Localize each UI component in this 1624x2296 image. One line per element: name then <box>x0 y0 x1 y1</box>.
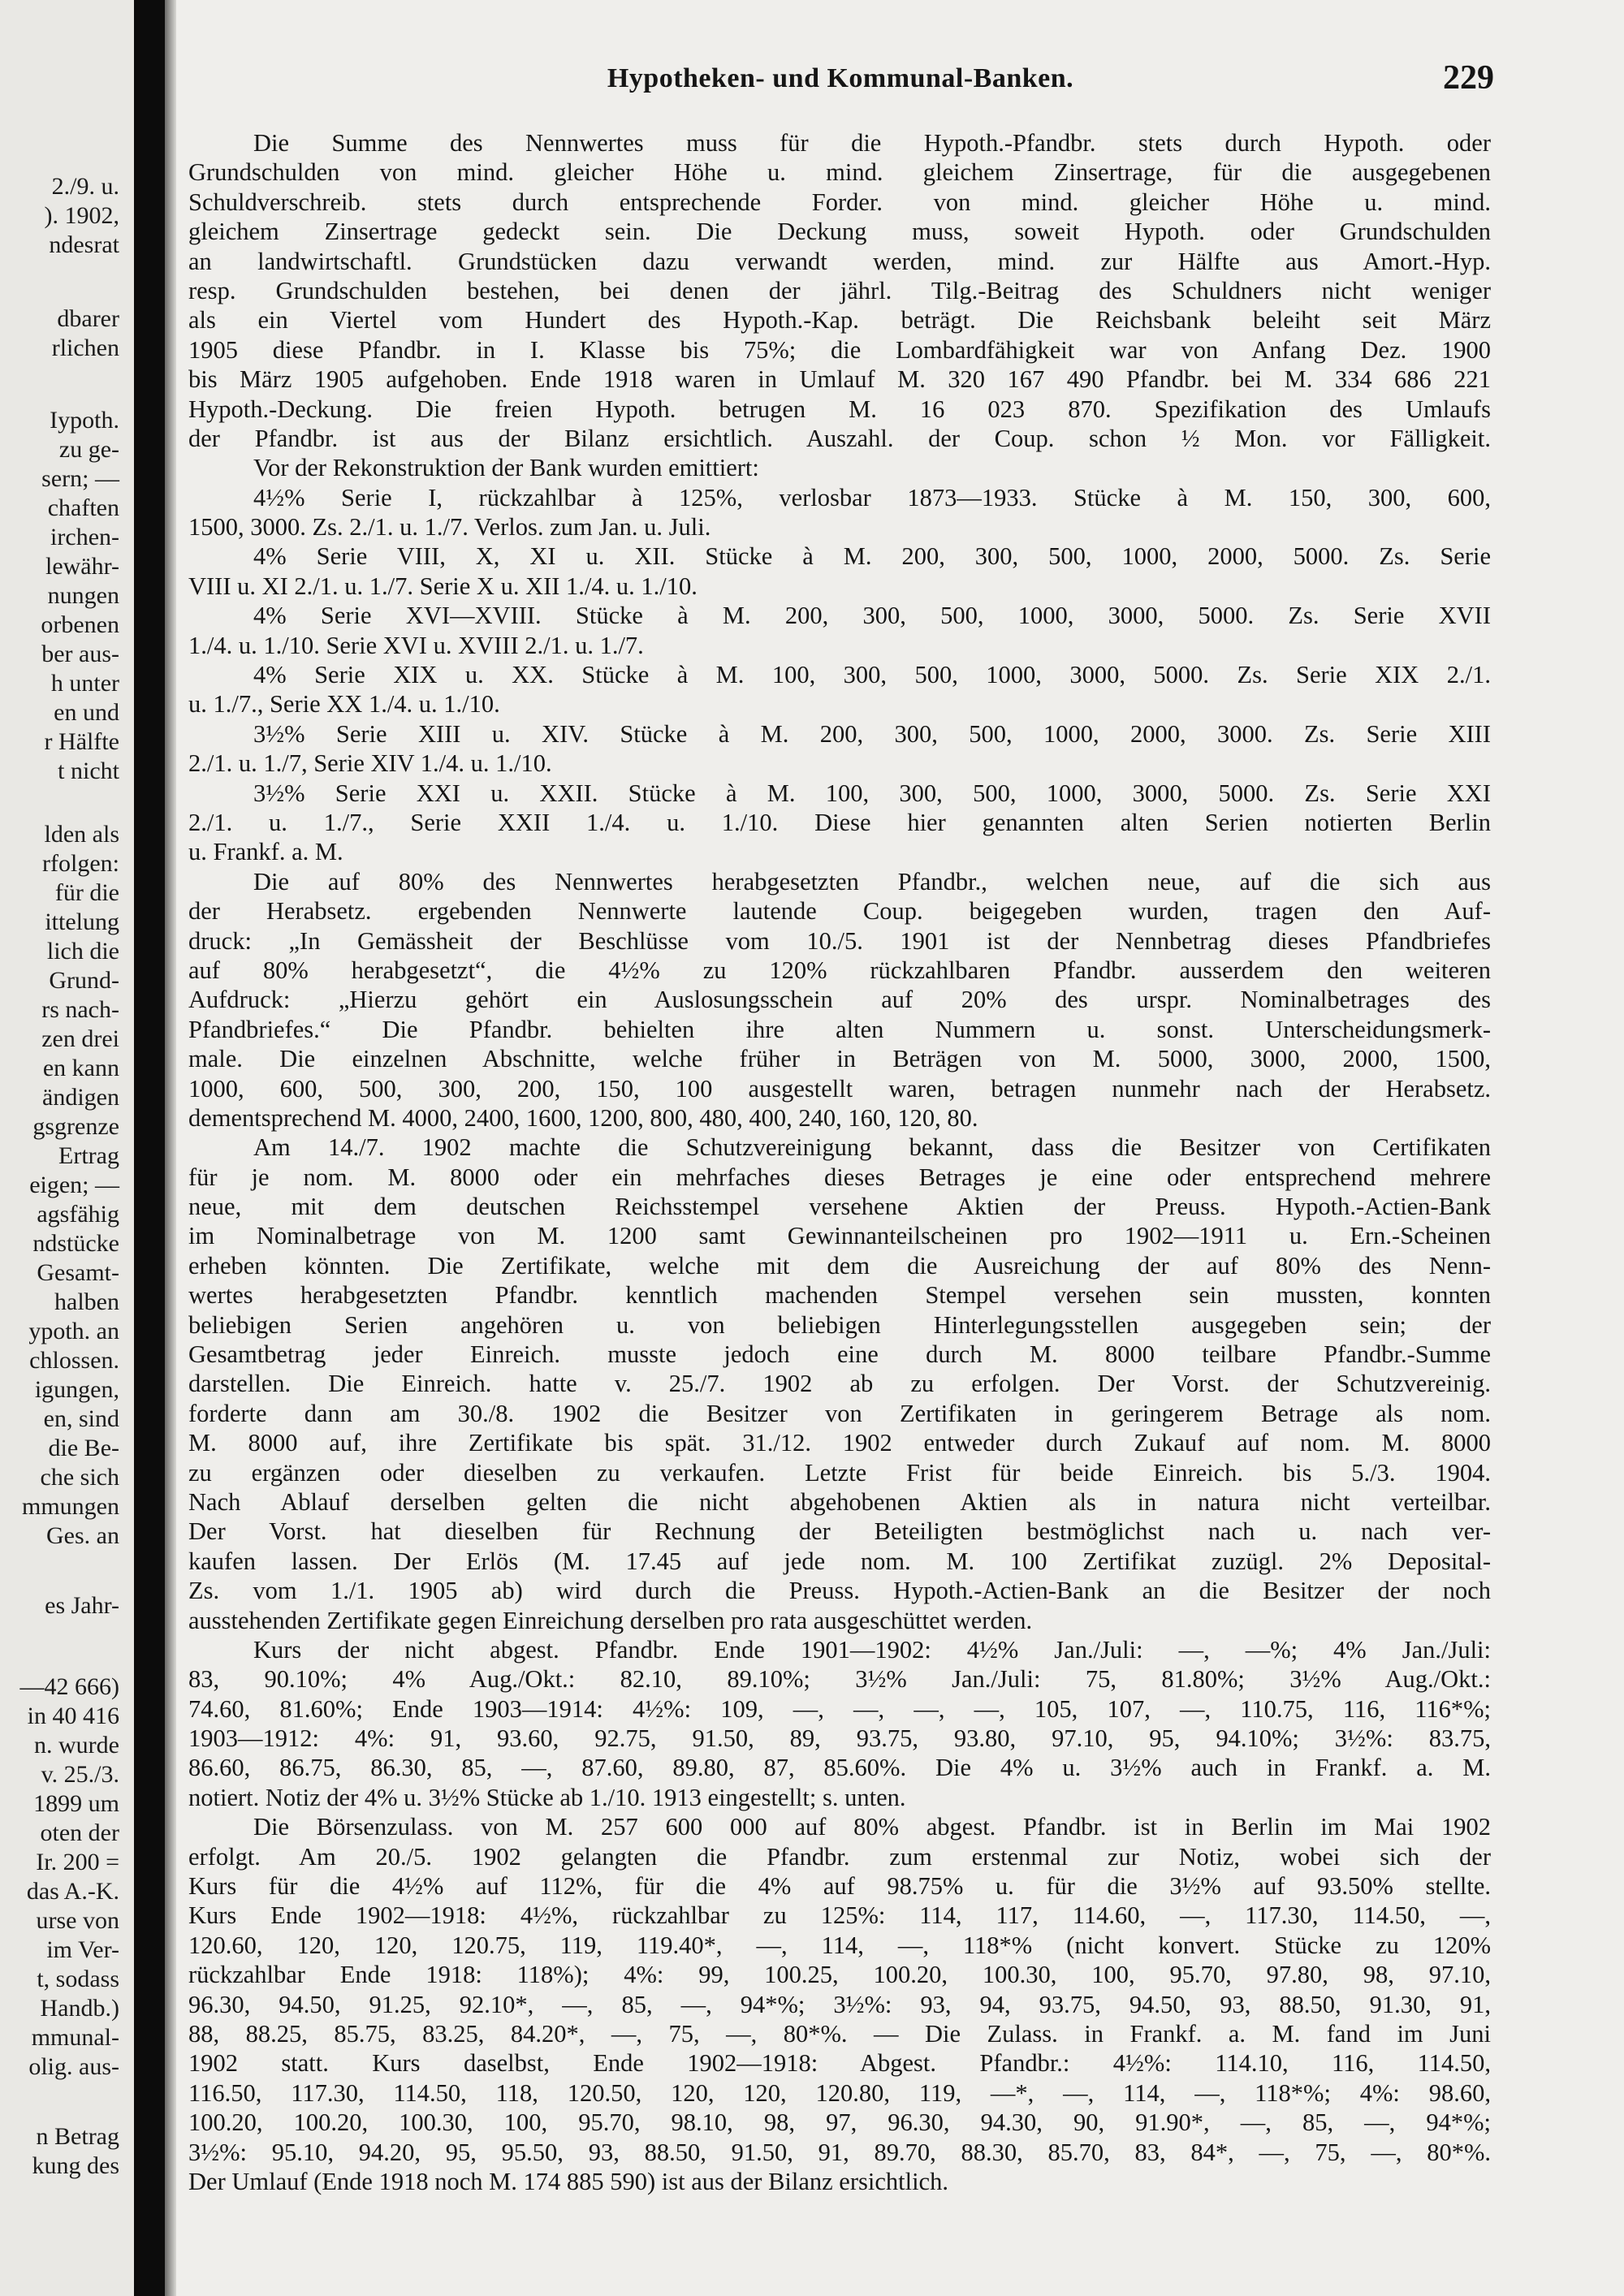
running-title: Hypotheken- und Kommunal-Banken. <box>607 63 1074 93</box>
margin-fragment: eigen; — <box>29 1172 119 1198</box>
text-line: 88, 88.25, 85.75, 83.25, 84.20*, —, 75, —, 80*%. — Die Zulass. in Frankf. a. M. fand im Juni <box>188 2020 1491 2048</box>
text-line: resp. Grundschulden bestehen, bei denen der jährl. Tilg.-Beitrag des Schuldners nicht weniger <box>188 276 1491 304</box>
margin-fragment: en kann <box>42 1055 119 1081</box>
text-line: Kurs Ende 1902—1918: 4½%, rückzahlbar zu 125%: 114, 117, 114.60, —, 117.30, 114.50, —, <box>188 1901 1491 1930</box>
margin-fragment: Ges. an <box>46 1522 119 1549</box>
text-line: wertes herabgesetzten Pfandbr. kenntlich machenden Stempel versehen sein mussten, konnten <box>188 1281 1491 1310</box>
margin-fragment: igungen, <box>34 1376 119 1403</box>
margin-fragment: sern; — <box>41 465 119 492</box>
margin-fragment: r Hälfte <box>44 728 119 755</box>
text-line: 116.50, 117.30, 114.50, 118, 120.50, 120, 120, 120.80, 119, —*, —, 114, —, 118*%; 4%: 98.60, <box>188 2078 1491 2107</box>
text-line: Aufdruck: „Hierzu gehört ein Auslosungsschein auf 20% des urspr. Nominalbetrages des <box>188 986 1491 1014</box>
page-number: 229 <box>1443 59 1494 97</box>
text-line: 3½% Serie XIII u. XIV. Stücke à M. 200, 300, 500, 1000, 2000, 3000. Zs. Serie XIII <box>253 719 1491 748</box>
margin-fragment: oten der <box>40 1819 119 1846</box>
text-line: 86.60, 86.75, 86.30, 85, —, 87.60, 89.80, 87, 85.60%. Die 4% u. 3½% auch in Frankf. a. M. <box>188 1754 1491 1782</box>
text-line: auf 80% herabgesetzt“, die 4½% zu 120% rückzahlbaren Pfandbr. ausserdem den weiteren <box>188 956 1491 984</box>
text-line: forderte dann am 30./8. 1902 die Besitzer von Zertifikaten in geringerem Betrage als nom. <box>188 1399 1491 1427</box>
margin-fragment: t, sodass <box>37 1966 119 1992</box>
margin-fragment: zen drei <box>41 1025 119 1052</box>
margin-fragment: rlichen <box>51 334 119 361</box>
margin-fragment: —42 666) <box>19 1673 119 1700</box>
margin-fragment: ). 1902, <box>44 202 119 229</box>
margin-fragment: Handb.) <box>40 1995 119 2022</box>
text-line: Gesamtbetrag jeder Einreich. musste jedoch eine durch M. 8000 teilbare Pfandbr.-Summe <box>188 1340 1491 1369</box>
text-line: male. Die einzelnen Abschnitte, welche früher in Beträgen von M. 5000, 3000, 2000, 1500, <box>188 1045 1491 1073</box>
text-line: zu ergänzen oder dieselben zu verkaufen. Letzte Frist für beide Einreich. bis 5./3. 1904. <box>188 1458 1491 1487</box>
margin-fragment: che sich <box>40 1464 119 1491</box>
text-line: u. 1./7., Serie XX 1./4. u. 1./10. <box>188 690 500 719</box>
text-line: 120.60, 120, 120, 120.75, 119, 119.40*, —, 114, —, 118*% (nicht konvert. Stücke zu 120% <box>188 1931 1491 1959</box>
gutter-shadow <box>165 0 176 2296</box>
text-line: dementsprechend M. 4000, 2400, 1600, 1200, 800, 480, 400, 240, 160, 120, 80. <box>188 1103 978 1132</box>
margin-fragment: ittelung <box>45 908 119 935</box>
margin-fragment: ypoth. an <box>28 1318 119 1344</box>
book-gutter <box>134 0 165 2296</box>
margin-fragment: zu ge- <box>58 436 119 463</box>
text-line: ausstehenden Zertifikate gegen Einreichung derselben pro rata ausgeschüttet werden. <box>188 1606 1033 1634</box>
text-line: 83, 90.10%; 4% Aug./Okt.: 82.10, 89.10%; 3½% Jan./Juli: 75, 81.80%; 3½% Aug./Okt.: <box>188 1665 1491 1694</box>
text-line: 74.60, 81.60%; Ende 1903—1914: 4½%: 109, —, —, —, —, 105, 107, —, 110.75, 116, 116*%; <box>188 1694 1491 1723</box>
body-text <box>188 128 1491 2196</box>
text-line: M. 8000 auf, ihre Zertifikate bis spät. 31./12. 1902 entweder durch Zukauf auf nom. M. 8000 <box>188 1429 1491 1457</box>
margin-fragment: orbenen <box>41 611 119 638</box>
text-line: Kurs für die 4½% auf 112%, für die 4% auf 98.75% u. für die 3½% auf 93.50% stellte. <box>188 1872 1491 1901</box>
text-line: Schuldverschreib. stets durch entsprechende Forder. von mind. gleicher Höhe u. mind. <box>188 188 1491 216</box>
text-line: neue, mit dem deutschen Reichsstempel versehene Aktien der Preuss. Hypoth.-Actien-Bank <box>188 1193 1491 1221</box>
text-line: 1./4. u. 1./10. Serie XVI u. XVIII 2./1. u. 1./7. <box>188 631 644 659</box>
text-line: als ein Viertel vom Hundert des Hypoth.-Kap. beträgt. Die Reichsbank beleiht seit März <box>188 306 1491 334</box>
text-line: 4½% Serie I, rückzahlbar à 125%, verlosbar 1873—1933. Stücke à M. 150, 300, 600, <box>253 483 1491 511</box>
margin-fragment: lewähr- <box>45 553 119 580</box>
margin-fragment: Grund- <box>49 967 119 994</box>
margin-fragment: en, sind <box>43 1405 119 1432</box>
text-line: 4% Serie XVI—XVIII. Stücke à M. 200, 300, 500, 1000, 3000, 5000. Zs. Serie XVII <box>253 602 1491 630</box>
margin-fragment: mmungen <box>22 1493 119 1520</box>
text-line: erfolgt. Am 20./5. 1902 gelangten die Pfandbr. zum erstenmal zur Notiz, wobei sich der <box>188 1842 1491 1871</box>
text-line: Die Summe des Nennwertes muss für die Hypoth.-Pfandbr. stets durch Hypoth. oder <box>253 129 1491 157</box>
text-line: 1903—1912: 4%: 91, 93.60, 92.75, 91.50, 89, 93.75, 93.80, 97.10, 95, 94.10%; 3½%: 83.75, <box>188 1724 1491 1753</box>
margin-fragment: en und <box>54 699 119 726</box>
text-line: Nach Ablauf derselben gelten die nicht abgehobenen Aktien als in natura nicht verteilbar. <box>188 1487 1491 1516</box>
margin-fragment: t nicht <box>58 757 119 784</box>
text-line: Zs. vom 1./1. 1905 ab) wird durch die Preuss. Hypoth.-Actien-Bank an die Besitzer der noch <box>188 1577 1491 1605</box>
margin-fragment: 2./9. u. <box>51 173 119 200</box>
margin-fragment: dbarer <box>57 305 119 332</box>
text-line: 3½% Serie XXI u. XXII. Stücke à M. 100, 300, 500, 1000, 3000, 5000. Zs. Serie XXI <box>253 779 1491 807</box>
margin-fragment: Gesamt- <box>37 1259 119 1286</box>
margin-fragment: agsfähig <box>37 1201 119 1228</box>
margin-fragment: nungen <box>47 582 119 609</box>
text-line: der Herabsetz. ergebenden Nennwerte lautende Coup. beigegeben wurden, tragen den Auf- <box>188 897 1491 926</box>
margin-fragment: h unter <box>50 670 119 697</box>
margin-fragment: ndstücke <box>32 1230 119 1257</box>
text-line: Der Vorst. hat dieselben für Rechnung der Beteiligten bestmöglichst nach u. nach ver- <box>188 1517 1491 1546</box>
page-header <box>187 59 1494 104</box>
text-line: 1905 diese Pfandbr. in I. Klasse bis 75%; die Lombardfähigkeit war von Anfang Dez. 1900 <box>188 335 1491 364</box>
text-line: bis März 1905 aufgehoben. Ende 1918 waren in Umlauf M. 320 167 490 Pfandbr. bei M. 334 686 221 <box>188 365 1491 394</box>
margin-fragment: Ir. 200 = <box>36 1849 119 1875</box>
margin-fragment: kung des <box>32 2152 119 2179</box>
margin-fragment: 1899 um <box>33 1790 119 1817</box>
text-line: Grundschulden von mind. gleicher Höhe u. mind. gleichem Zinsertrage, für die ausgegebenen <box>188 158 1491 187</box>
margin-fragment: es Jahr- <box>45 1592 119 1619</box>
margin-fragment: n Betrag <box>36 2123 119 2150</box>
margin-fragment: halben <box>54 1288 119 1315</box>
margin-fragment: ber aus- <box>41 641 119 667</box>
text-line: Kurs der nicht abgest. Pfandbr. Ende 1901—1902: 4½% Jan./Juli: —, —%; 4% Jan./Juli: <box>253 1635 1491 1664</box>
text-line: Pfandbriefes.“ Die Pfandbr. behielten ihre alten Nummern u. sonst. Unterscheidungsmerk- <box>188 1015 1491 1043</box>
text-line: gleichem Zinsertrage gedeckt sein. Die Deckung muss, soweit Hypoth. oder Grundschulden <box>188 218 1491 246</box>
margin-fragment: ndesrat <box>49 231 119 258</box>
margin-fragment: in 40 416 <box>27 1703 119 1729</box>
text-line: 4% Serie VIII, X, XI u. XII. Stücke à M. 200, 300, 500, 1000, 2000, 5000. Zs. Serie <box>253 542 1491 571</box>
margin-fragment: die Be- <box>48 1435 119 1461</box>
margin-fragment: lich die <box>46 938 119 965</box>
margin-fragment: das A.-K. <box>26 1878 119 1905</box>
margin-fragment: v. 25./3. <box>41 1761 119 1788</box>
text-line: notiert. Notiz der 4% u. 3½% Stücke ab 1./10. 1913 eingestellt; s. unten. <box>188 1783 906 1811</box>
margin-fragment: urse von <box>36 1907 119 1934</box>
text-line: Hypoth.-Deckung. Die freien Hypoth. betrugen M. 16 023 870. Spezifikation des Umlaufs <box>188 395 1491 423</box>
margin-fragment: chlossen. <box>29 1347 119 1374</box>
text-line: an landwirtschaftl. Grundstücken dazu verwandt werden, mind. zur Hälfte aus Amort.-Hyp. <box>188 247 1491 275</box>
margin-fragment: n. wurde <box>34 1732 119 1759</box>
text-line: Die auf 80% des Nennwertes herabgesetzten Pfandbr., welchen neue, auf die sich aus <box>253 867 1491 896</box>
text-line: Die Börsenzulass. von M. 257 600 000 auf 80% abgest. Pfandbr. ist in Berlin im Mai 1902 <box>253 1813 1491 1841</box>
margin-fragment: ändigen <box>42 1084 119 1111</box>
text-line: druck: „In Gemässheit der Beschlüsse vom 10./5. 1901 ist der Nennbetrag dieses Pfandbriefes <box>188 926 1491 955</box>
text-line: Vor der Rekonstruktion der Bank wurden emittiert: <box>253 454 759 482</box>
text-line: 2./1. u. 1./7, Serie XIV 1./4. u. 1./10. <box>188 749 552 778</box>
text-line: 1500, 3000. Zs. 2./1. u. 1./7. Verlos. zum Jan. u. Juli. <box>188 513 711 542</box>
text-line: rückzahlbar Ende 1918: 118%); 4%: 99, 100.25, 100.20, 100.30, 100, 95.70, 97.80, 98, 97.10, <box>188 1961 1491 1989</box>
text-line: 1000, 600, 500, 300, 200, 150, 100 ausgestellt waren, betragen nunmehr nach der Herabsetz. <box>188 1074 1491 1103</box>
margin-fragment: olig. aus- <box>28 2053 119 2080</box>
text-line: der Pfandbr. ist aus der Bilanz ersichtlich. Auszahl. der Coup. schon ½ Mon. vor Fälligkeit. <box>188 424 1491 452</box>
margin-fragment: für die <box>54 879 119 906</box>
text-line: darstellen. Die Einreich. hatte v. 25./7. 1902 ab zu erfolgen. Der Vorst. der Schutzvereinig. <box>188 1370 1491 1398</box>
margin-fragment: irchen- <box>50 524 119 550</box>
text-line: kaufen lassen. Der Erlös (M. 17.45 auf jede nom. M. 100 Zertifikat zuzügl. 2% Deposital- <box>188 1547 1491 1575</box>
text-line: für je nom. M. 8000 oder ein mehrfaches dieses Betrages je eine oder entsprechend mehrere <box>188 1163 1491 1191</box>
margin-fragment: mmunal- <box>31 2024 119 2051</box>
margin-fragment: Iypoth. <box>50 407 119 434</box>
text-line: u. Frankf. a. M. <box>188 838 343 866</box>
margin-fragment: lden als <box>44 821 119 848</box>
margin-fragment: chaften <box>47 494 119 521</box>
text-line: Der Umlauf (Ende 1918 noch M. 174 885 590) ist aus der Bilanz ersichtlich. <box>188 2167 948 2195</box>
text-line: 4% Serie XIX u. XX. Stücke à M. 100, 300, 500, 1000, 3000, 5000. Zs. Serie XIX 2./1. <box>253 661 1491 689</box>
text-line: 96.30, 94.50, 91.25, 92.10*, —, 85, —, 94*%; 3½%: 93, 94, 93.75, 94.50, 93, 88.50, 91.30, 91, <box>188 1990 1491 2018</box>
text-line: Am 14./7. 1902 machte die Schutzvereinigung bekannt, dass die Besitzer von Certifikaten <box>253 1133 1491 1162</box>
text-line: beliebigen Serien angehören u. von beliebigen Hinterlegungsstellen ausgegeben sein; der <box>188 1310 1491 1339</box>
previous-page-margin <box>0 0 134 2296</box>
margin-fragment: Ertrag <box>58 1142 119 1169</box>
text-line: 3½%: 95.10, 94.20, 95, 95.50, 93, 88.50, 91.50, 91, 89.70, 88.30, 85.70, 83, 84*, —, 75, —, 80*%. <box>188 2138 1491 2166</box>
text-line: 1902 statt. Kurs daselbst, Ende 1902—1918: Abgest. Pfandbr.: 4½%: 114.10, 116, 114.50, <box>188 2049 1491 2078</box>
margin-fragment: im Ver- <box>46 1936 119 1963</box>
text-line: 2./1. u. 1./7., Serie XXII 1./4. u. 1./10. Diese hier genannten alten Serien notierten Berlin <box>188 808 1491 836</box>
margin-fragment: rfolgen: <box>42 850 119 877</box>
text-line: im Nominalbetrage von M. 1200 samt Gewinnanteilscheinen pro 1902—1911 u. Ern.-Scheinen <box>188 1222 1491 1250</box>
text-line: VIII u. XI 2./1. u. 1./7. Serie X u. XII 1./4. u. 1./10. <box>188 572 698 600</box>
margin-fragment: gsgrenze <box>32 1113 119 1140</box>
margin-fragment: rs nach- <box>41 996 119 1023</box>
text-line: erheben könnten. Die Zertifikate, welche mit dem die Ausreichung der auf 80% des Nenn- <box>188 1251 1491 1280</box>
text-line: 100.20, 100.20, 100.30, 100, 95.70, 98.10, 98, 97, 96.30, 94.30, 90, 91.90*, —, 85, —, 94*%; <box>188 2108 1491 2137</box>
